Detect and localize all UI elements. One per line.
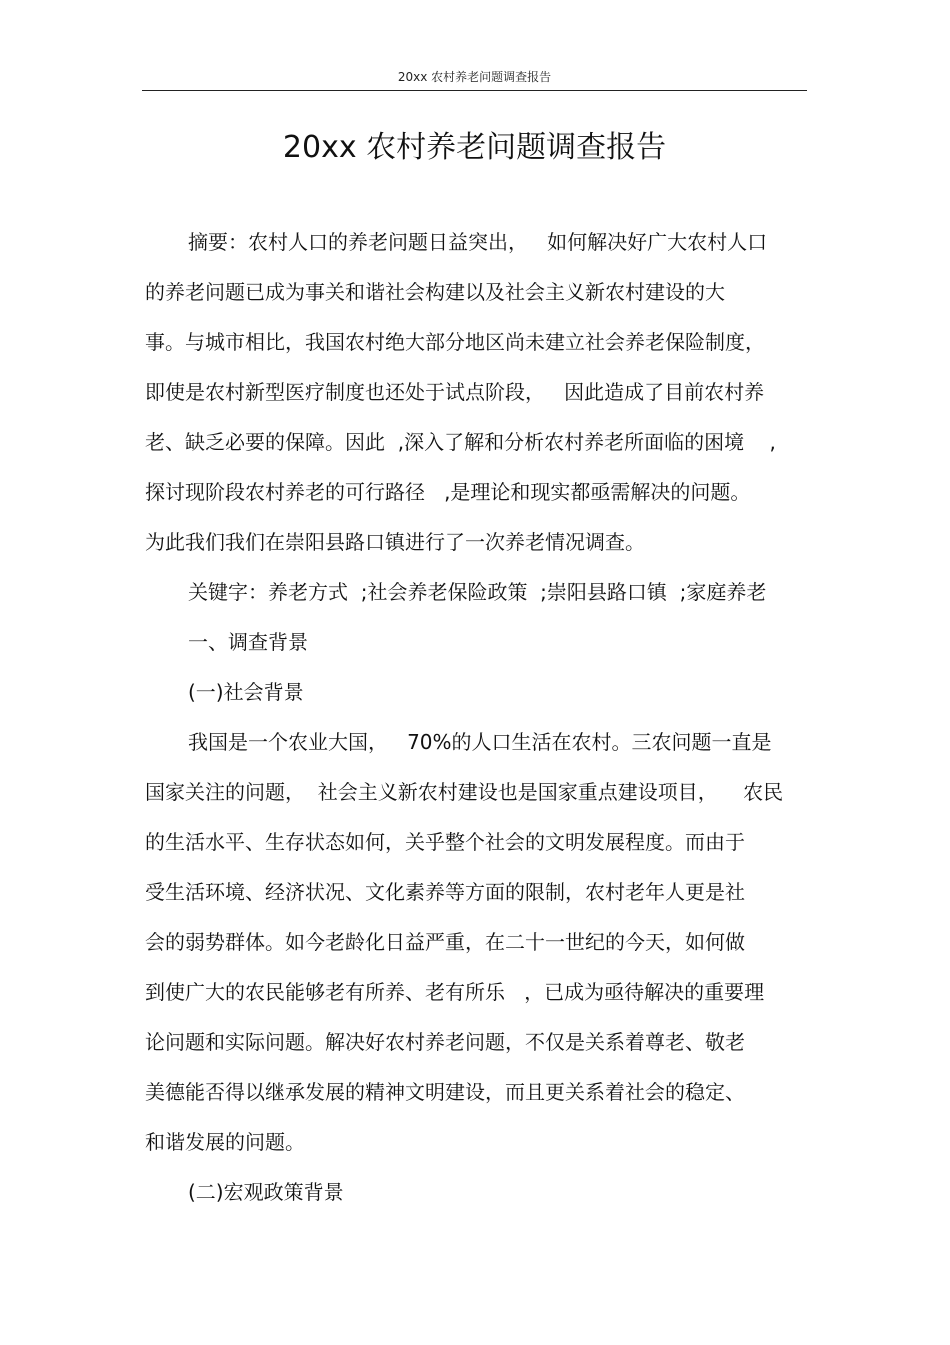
abstract-line-6: 探讨现阶段农村养老的可行路径 ,是理论和现实都亟需解决的问题。 <box>145 480 751 504</box>
body-line-2: 国家关注的问题， 社会主义新农村建设也是国家重点建设项目， 农民 <box>145 780 784 804</box>
body-line-3: 的生活水平、生存状态如何，关乎整个社会的文明发展程度。而由于 <box>145 830 745 854</box>
section-heading-1: 一、调查背景 <box>188 630 308 654</box>
abstract-line-4: 即使是农村新型医疗制度也还处于试点阶段， 因此造成了目前农村养 <box>145 380 765 404</box>
header-divider <box>142 90 807 91</box>
body-line-1: 我国是一个农业大国， 70%的人口生活在农村。三农问题一直是 <box>188 730 772 754</box>
body-line-8: 美德能否得以继承发展的精神文明建设，而且更关系着社会的稳定、 <box>145 1080 745 1104</box>
body-line-5: 会的弱势群体。如今老龄化日益严重，在二十一世纪的今天，如何做 <box>145 930 745 954</box>
running-header: 20xx 农村养老问题调查报告 <box>397 70 552 84</box>
abstract-line-5: 老、缺乏必要的保障。因此 ,深入了解和分析农村养老所面临的困境 , <box>145 430 776 454</box>
abstract-line-7: 为此我们我们在崇阳县路口镇进行了一次养老情况调查。 <box>145 530 645 554</box>
abstract-line-3: 事。与城市相比，我国农村绝大部分地区尚未建立社会养老保险制度， <box>145 330 765 354</box>
document-title: 20xx 农村养老问题调查报告 <box>282 130 667 165</box>
subsection-heading-1: (一)社会背景 <box>188 680 304 704</box>
body-line-6: 到使广大的农民能够老有所养、老有所乐 ，已成为亟待解决的重要理 <box>145 980 765 1004</box>
body-line-7: 论问题和实际问题。解决好农村养老问题，不仅是关系着尊老、敬老 <box>145 1030 745 1054</box>
body-line-9: 和谐发展的问题。 <box>145 1130 305 1154</box>
subsection-heading-2: (二)宏观政策背景 <box>188 1180 344 1204</box>
body-line-4: 受生活环境、经济状况、文化素养等方面的限制，农村老年人更是社 <box>145 880 745 904</box>
abstract-line-2: 的养老问题已成为事关和谐社会构建以及社会主义新农村建设的大 <box>145 280 725 304</box>
abstract-line-1: 摘要：农村人口的养老问题日益突出， 如何解决好广大农村人口 <box>188 230 768 254</box>
keywords-line: 关键字：养老方式 ;社会养老保险政策 ;崇阳县路口镇 ;家庭养老 <box>188 580 767 604</box>
